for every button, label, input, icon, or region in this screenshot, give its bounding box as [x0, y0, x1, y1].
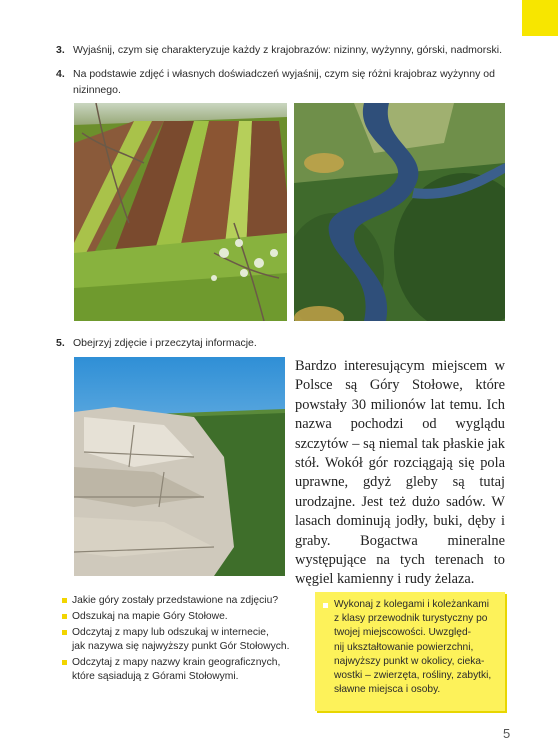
- task-text-line: Na podstawie zdjęć i własnych doświadczeń wyjaśnij, czym się różni krajobraz wyżynny od: [73, 68, 495, 80]
- page-number: 5: [503, 726, 511, 741]
- project-note: [315, 592, 505, 711]
- task-text-line: nizinnego.: [73, 84, 121, 96]
- list-item: [62, 610, 302, 624]
- note-line: wostki – zwierzęta, rośliny, zabytki,: [334, 670, 492, 682]
- list-item-text: Jakie góry zostały przedstawione na zdjęciu?: [72, 595, 279, 606]
- note-line: sławne miejsca i osoby.: [334, 684, 441, 696]
- upland-fields-photo: [74, 103, 287, 321]
- note-line: najwyższy punkt w okolicy, cieka-: [334, 655, 485, 667]
- list-item-text: Odczytaj z mapy nazwy krain geograficznych,: [72, 657, 281, 668]
- bullet-square-icon: [62, 598, 67, 603]
- bullet-square-icon: [62, 660, 67, 665]
- task-text: Obejrzyj zdjęcie i przeczytaj informacje.: [73, 337, 257, 349]
- list-item: [62, 594, 302, 608]
- note-line: z klasy przewodnik turystyczny po: [334, 613, 488, 625]
- list-item: [62, 656, 302, 684]
- corner-tab: [522, 0, 558, 36]
- table-mountains-photo: [74, 357, 285, 576]
- list-item-text: Odczytaj z mapy lub odszukaj w internecie,: [72, 627, 269, 638]
- bullet-square-icon: [62, 630, 67, 635]
- bullet-square-icon: [323, 603, 328, 608]
- note-line: Wykonaj z kolegami i koleżankami: [334, 599, 490, 610]
- note-line: twojej miejscowości. Uwzględ-: [334, 627, 472, 639]
- task-text: Wyjaśnij, czym się charakteryzuje każdy z krajobrazów: nizinny, wyżynny, górski, nadmorski.: [73, 44, 502, 56]
- list-item: [62, 626, 302, 654]
- task-text: [73, 66, 495, 98]
- list-item-text: jak nazywa się najwyższy punkt Gór Stołowych.: [72, 641, 290, 652]
- task-number: 4.: [56, 68, 65, 80]
- article-text: Bardzo interesującym miejscem w Polsce są Góry Stołowe, które powstały 30 milionów lat temu. Ich nazwa pochodzi od wyglądu szczytów – są niemal tak płaskie jak stół. Wokół gór rozciągają się pola uprawne, gdyż gleby są tutaj urodzajne. Jest też dużo sadów. W lasach dominują jodły, buki, dęby i graby. Bogactwa mineralne występujące na tych terenach to węgiel kamienny i rudy żelaza.: [295, 358, 505, 588]
- lowland-river-photo: [294, 103, 505, 321]
- list-item-text: które sąsiadują z Górami Stołowymi.: [72, 671, 239, 682]
- note-line: nij ukształtowanie powierzchni,: [334, 641, 474, 653]
- questions-list: [62, 594, 302, 686]
- task-number: 5.: [56, 337, 65, 349]
- bullet-square-icon: [62, 614, 67, 619]
- task-number: 3.: [56, 44, 65, 56]
- note-text: [334, 598, 491, 697]
- list-item-text: Odszukaj na mapie Góry Stołowe.: [72, 611, 228, 622]
